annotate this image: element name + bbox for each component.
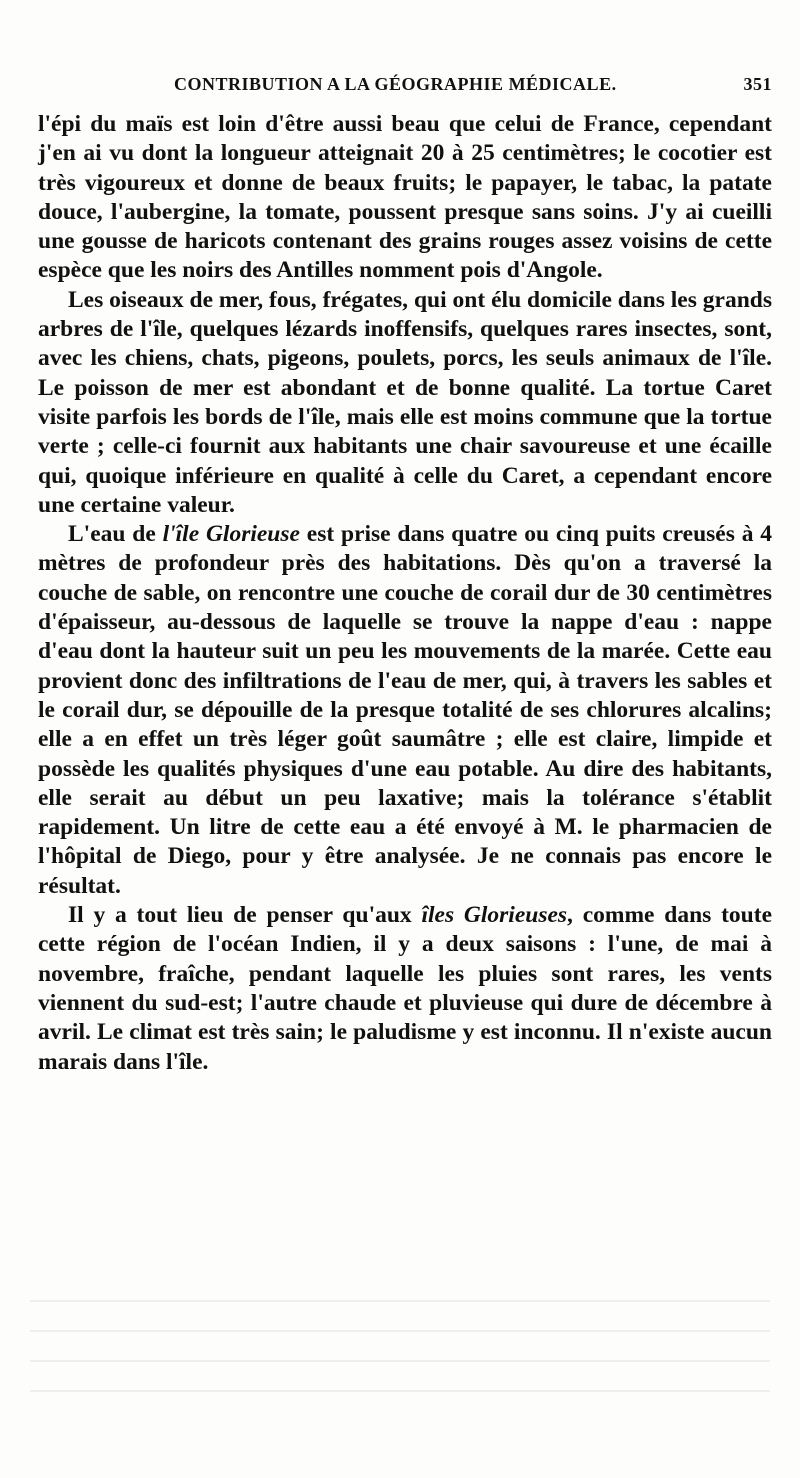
paragraph-1: l'épi du maïs est loin d'être aussi beau que celui de France, cependant j'en ai vu dont la longueur atteignait 20 à 25 centimètres; le cocotier est très vigoureux et donne de beaux fruits; le papayer, le tabac, la patate douce, l'aubergine, la tomate, poussent presque sans soins. J'y ai cueilli une gousse de haricots contenant des grains rouges assez voisins de cette espèce que les noirs des Antilles nomment pois d'Angole. bbox=[38, 111, 772, 284]
paragraph-2: Les oiseaux de mer, fous, frégates, qui ont élu domicile dans les grands arbres de l'île, quelques lézards inoffensifs, quelques rares insectes, sont, avec les chiens, chats, pigeons, poulets, porcs, les seuls animaux de l'île. Le poisson de mer est abondant et de bonne qualité. La tortue Caret visite parfois les bords de l'île, mais elle est moins commune que la tortue verte ; celle-ci fournit aux habitants une chair savoureuse et une écaille qui, quoique inférieure en qualité à celle du Caret, a cependant encore une certaine valeur. bbox=[38, 286, 772, 518]
paragraph-3 bbox=[38, 520, 772, 901]
running-head: CONTRIBUTION A LA GÉOGRAPHIE MÉDICALE. bbox=[174, 74, 617, 94]
paragraph-4-text-b: , comme dans toute cette région de l'océan Indien, il y a deux saisons : l'une, de mai à novembre, fraîche, pendant laquelle les pluies sont rares, les vents viennent du sud-est; l'autre chaude et pluvieuse qui dure de décembre à avril. Le climat est très sain; le paludisme y est inconnu. Il n'existe aucun marais dans l'île. bbox=[38, 902, 773, 1075]
paragraph-4 bbox=[38, 901, 772, 1077]
paragraph-3-emphasis: l'île Glorieuse bbox=[162, 521, 300, 548]
page-header bbox=[38, 74, 772, 104]
paragraph-3-text-b: est prise dans quatre ou cinq puits creusés à 4 mètres de profondeur près des habitations. Dès qu'on a traversé la couche de sable, on rencontre une couche de corail dur de 30 centimètres d'épaisseur, au-dessous de laquelle se trouve la nappe d'eau : nappe d'eau dont la hauteur suit un peu les mouvements de la marée. Cette eau provient donc des infiltrations de l'eau de mer, qui, à travers les sables et le corail dur, se dépouille de la presque totalité de ses chlorures alcalins; elle a en effet un très léger goût saumâtre ; elle est claire, limpide et possède les qualités physiques d'une eau potable. Au dire des habitants, elle serait au début un peu laxative; mais la tolérance s'établit rapidement. Un litre de cette eau a été envoyé à M. le pharmacien de l'hôpital de Diego, pour y être analysée. Je ne connais pas encore le résultat. bbox=[38, 521, 773, 899]
page-number: 351 bbox=[743, 74, 772, 94]
paragraph-4-emphasis: îles Glorieuses bbox=[421, 902, 568, 929]
paragraph-4-text-a: Il y a tout lieu de penser qu'aux bbox=[68, 902, 422, 929]
show-through-texture bbox=[30, 1300, 770, 1420]
body-text bbox=[38, 110, 772, 1077]
paragraph-3-text-a: L'eau de bbox=[68, 521, 163, 548]
